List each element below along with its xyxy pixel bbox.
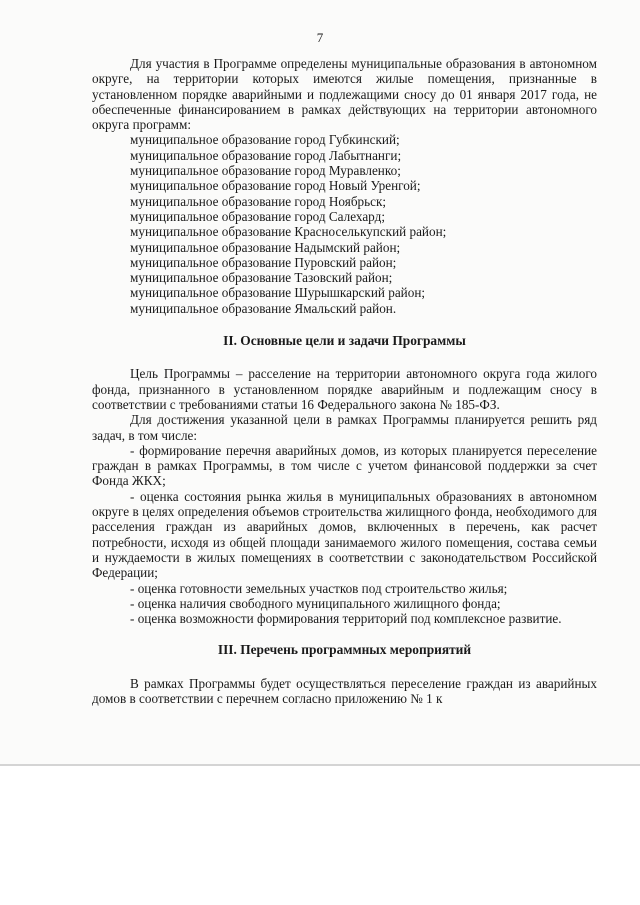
measures-paragraph: В рамках Программы будет осуществляться переселение граждан из аварийных домов в соответствии с перечнем согласно приложению № 1 к <box>92 675 597 706</box>
list-item: муниципальное образование Красноселькупский район; <box>130 224 447 240</box>
list-item: муниципальное образование город Салехард; <box>130 208 385 224</box>
list-item: муниципальное образование Ямальский район. <box>130 300 397 316</box>
scan-edge-divider <box>0 764 640 766</box>
document-body <box>92 56 597 706</box>
list-item: муниципальное образование город Новый Уренгой; <box>130 178 421 194</box>
task-item: - оценка готовности земельных участков под строительство жилья; <box>130 580 508 596</box>
list-item: муниципальное образование город Лабытнанги; <box>130 147 402 163</box>
list-item: муниципальное образование город Ноябрьск; <box>130 193 387 209</box>
intro-paragraph: Для участия в Программе определены муниципальные образования в автономном округе, на территории которых имеются жилые помещения, признанные в установленном порядке аварийными и подлежащими сносу до 01 января 2017 года, не обеспеченные финансированием в рамках действующих на территории автономного округа программ: <box>92 56 597 133</box>
page-number: 7 <box>316 30 324 45</box>
list-item: муниципальное образование Надымский район; <box>130 239 401 255</box>
list-item: муниципальное образование Пуровский район; <box>130 254 397 270</box>
section-heading-measures: III. Перечень программных мероприятий <box>217 642 472 658</box>
section-heading-goals: II. Основные цели и задачи Программы <box>223 333 466 349</box>
list-item: муниципальное образование Тазовский район; <box>130 270 393 286</box>
list-item: муниципальное образование город Муравленко; <box>130 163 401 179</box>
municipality-list <box>92 132 597 316</box>
task-item: - оценка состояния рынка жилья в муниципальных образованиях в автономном округе в целях определения объемов строительства жилищного фонда, необходимого для расселения граждан из аварийных домов, включенных в перечень, как расчет потребности, исходя из общей площади занимаемого жилого помещения, состава семьи и нуждаемости в жилых помещениях в соответствии с законодательством Российской Федерации; <box>92 488 597 581</box>
task-item: - оценка возможности формирования территорий под комплексное развитие. <box>130 611 562 627</box>
tasks-intro-paragraph: Для достижения указанной цели в рамках Программы планируется решить ряд задач, в том числе: <box>92 412 597 443</box>
list-item: муниципальное образование Шурышкарский район; <box>130 285 426 301</box>
goal-paragraph: Цель Программы – расселение на территории автономного округа года жилого фонда, признанного в установленном порядке аварийным и подлежащим сносу в соответствии с требованиями статьи 16 Федерального закона № 185-ФЗ. <box>92 366 597 412</box>
list-item: муниципальное образование город Губкинский; <box>130 132 400 148</box>
task-item: - оценка наличия свободного муниципального жилищного фонда; <box>130 595 501 611</box>
task-item: - формирование перечня аварийных домов, из которых планируется переселение граждан в рамках Программы, в том числе с учетом финансовой поддержки за счет Фонда ЖКХ; <box>92 442 597 489</box>
